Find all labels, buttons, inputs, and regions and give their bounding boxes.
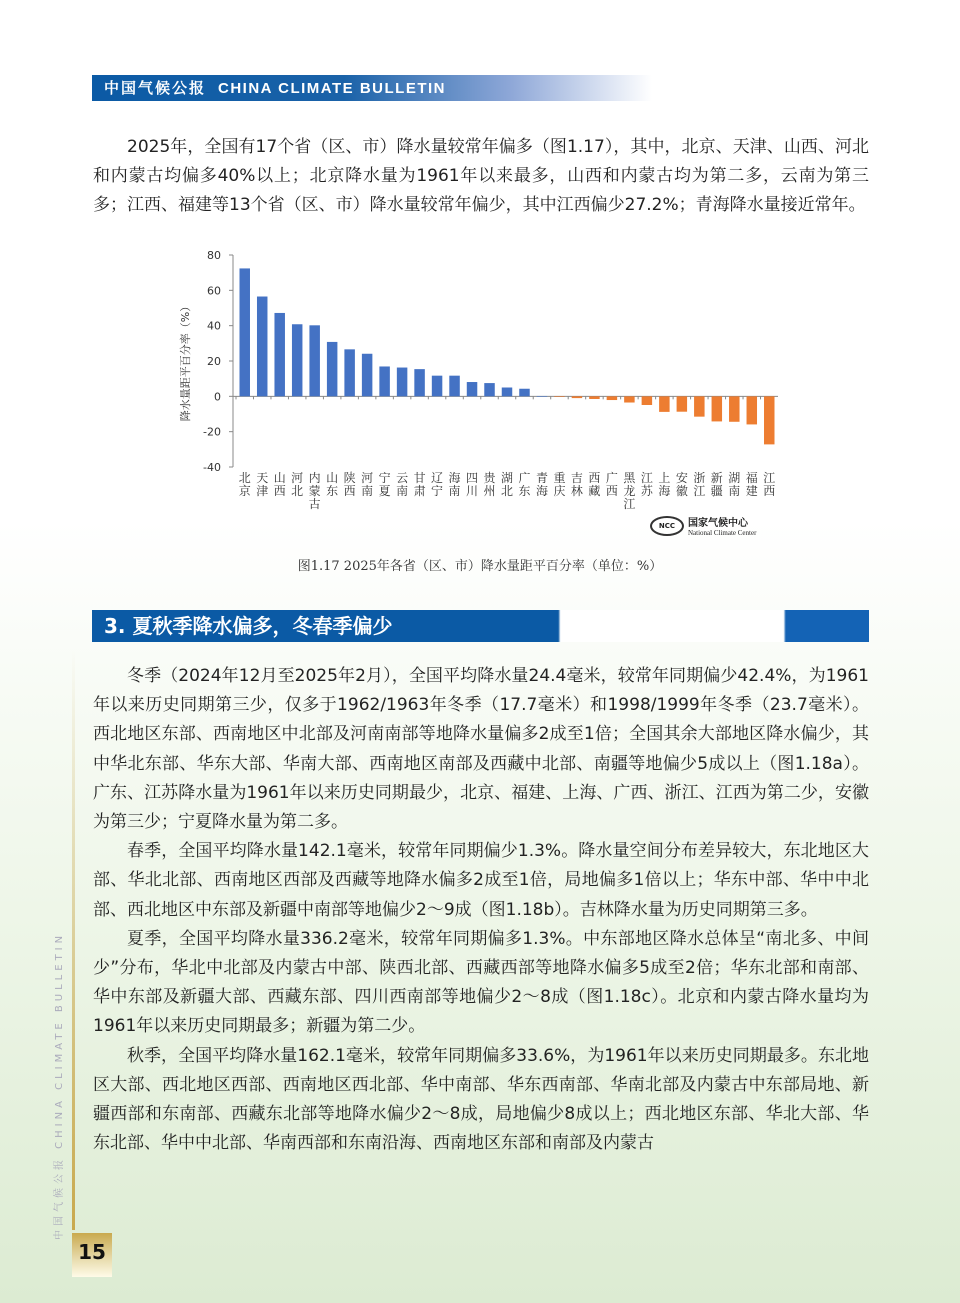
ncc-logo xyxy=(650,514,756,537)
bar-广东 xyxy=(519,389,529,397)
x-tick-label: 云南 xyxy=(396,471,409,498)
x-tick-label: 重庆 xyxy=(553,471,566,498)
x-tick-label: 西藏 xyxy=(588,471,601,498)
bar-湖北 xyxy=(502,388,512,397)
x-tick-label: 青海 xyxy=(535,471,548,498)
side-running-title: 中国气候公报 CHINA CLIMATE BULLETIN xyxy=(54,931,65,1240)
y-axis-label: 降水量距平百分率（%） xyxy=(179,300,192,422)
y-tick-label: 40 xyxy=(207,319,221,333)
figure-caption: 图1.17 2025年各省（区、市）降水量距平百分率（单位：%） xyxy=(297,559,663,574)
x-tick-label: 浙江 xyxy=(693,471,706,498)
x-tick-label: 福建 xyxy=(745,471,758,498)
y-tick-label: 80 xyxy=(207,249,221,262)
bar-西藏 xyxy=(589,396,599,399)
bar-江西 xyxy=(764,396,774,444)
x-tick-label: 广西 xyxy=(605,471,618,498)
y-tick-label: 0 xyxy=(214,390,221,404)
y-tick-label: -20 xyxy=(203,425,221,439)
header-cn: 中国气候公报 xyxy=(104,79,207,97)
y-tick-label: 20 xyxy=(207,355,221,368)
y-tick-label: 60 xyxy=(207,284,221,298)
bar-内蒙古 xyxy=(309,325,319,396)
bar-天津 xyxy=(257,297,267,397)
side-rule xyxy=(72,650,75,1230)
x-tick-label: 湖南 xyxy=(728,471,741,498)
x-tick-label: 四川 xyxy=(466,471,479,498)
bar-甘肃 xyxy=(414,369,424,396)
bar-河南 xyxy=(362,354,372,397)
x-tick-label: 天津 xyxy=(256,471,269,498)
bar-江苏 xyxy=(642,396,652,405)
x-tick-label: 辽宁 xyxy=(431,471,444,498)
x-tick-label: 河北 xyxy=(291,471,304,498)
bar-吉林 xyxy=(572,396,582,398)
x-tick-label: 湖北 xyxy=(500,471,514,498)
page-number: 15 xyxy=(72,1233,112,1277)
body-text xyxy=(93,662,869,1158)
bar-福建 xyxy=(747,396,757,424)
bar-浙江 xyxy=(694,396,704,416)
paragraph-autumn: 秋季，全国平均降水量162.1毫米，较常年同期偏多33.6%，为1961年以来历史同期最多。东北地区大部、西北地区西部、西南地区西北部、华中南部、华东西南部、华南北部及内蒙古中东部局地、新疆西部和东南部、西藏东北部等地降水偏少2～8成，局地偏少8成以上；西北地区东部、华北大部、华东北部、华中中北部、华南西部和东南沿海、西南地区东部和南部及内蒙古 xyxy=(93,1045,869,1154)
y-tick-label: -40 xyxy=(203,461,221,474)
x-tick-label: 吉林 xyxy=(570,471,583,498)
x-tick-label: 黑龙江 xyxy=(623,471,636,511)
bar-河北 xyxy=(292,324,302,396)
x-tick-label: 上海 xyxy=(658,471,671,498)
x-tick-label: 贵州 xyxy=(483,471,496,498)
x-tick-label: 安徽 xyxy=(675,471,688,498)
bar-山东 xyxy=(327,342,337,396)
bar-宁夏 xyxy=(379,366,389,396)
paragraph: 2025年，全国有17个省（区、市）降水量较常年偏多（图1.17），其中，北京、天津、山西、河北和内蒙古均偏多40%以上；北京降水量为1961年以来最多，山西和内蒙古均为第二多，云南为第三多；江西、福建等13个省（区、市）降水量较常年偏少，其中江西偏少27.2%；青海降水量接近常年。 xyxy=(93,137,869,216)
ncc-logo-mark: NCC xyxy=(650,516,684,536)
bulletin-header xyxy=(92,75,652,101)
header-en: CHINA CLIMATE BULLETIN xyxy=(218,80,446,97)
precipitation-anomaly-chart xyxy=(170,245,790,520)
logo-en: National Climate Center xyxy=(688,529,757,537)
logo-cn: 国家气候中心 xyxy=(688,518,748,529)
paragraph-winter: 冬季（2024年12月至2025年2月），全国平均降水量24.4毫米，较常年同期偏少42.4%，为1961年以来历史同期第三少，仅多于1962/1963年冬季（17.7毫米）和1998/1999年冬季（23.7毫米）。西北地区东部、西南地区中北部及河南南部等地降水量偏多2成至1倍；全国其余大部地区降水偏少，其中华北东部、华东大部、华南大部、西南地区南部及西藏中北部、南疆等地偏少5成以上（图1.18a）。广东、江苏降水量为1961年以来历史同期最少，北京、福建、上海、广西、浙江、江西为第二少，安徽为第三少；宁夏降水量为第二多。 xyxy=(93,666,869,833)
bar-四川 xyxy=(467,382,477,396)
x-tick-label: 宁夏 xyxy=(378,471,391,498)
x-tick-label: 甘肃 xyxy=(413,471,426,498)
bar-贵州 xyxy=(484,383,494,396)
section-heading xyxy=(92,610,869,642)
bar-上海 xyxy=(659,396,669,412)
bar-新疆 xyxy=(712,396,722,421)
bar-广西 xyxy=(607,396,617,400)
bar-青海 xyxy=(537,396,547,397)
intro-paragraph xyxy=(93,133,869,221)
x-tick-label: 河南 xyxy=(361,471,374,498)
bar-云南 xyxy=(397,368,407,397)
x-tick-label: 江西 xyxy=(763,471,776,498)
x-tick-label: 北京 xyxy=(238,471,251,498)
bar-海南 xyxy=(449,376,459,397)
bar-辽宁 xyxy=(432,376,442,397)
paragraph-spring: 春季，全国平均降水量142.1毫米，较常年同期偏少1.3%。降水量空间分布差异较大，东北地区大部、华北北部、西南地区西部及西藏等地降水偏多2成至1倍，局地偏多1倍以上；华东中部、华中中北部、西北地区中东部及新疆中南部等地偏少2～9成（图1.18b）。吉林降水量为历史同期第三多。 xyxy=(93,841,869,920)
x-tick-label: 新疆 xyxy=(710,471,723,498)
bar-安徽 xyxy=(677,396,687,411)
x-tick-label: 内蒙古 xyxy=(308,471,321,511)
bar-山西 xyxy=(274,313,284,396)
x-tick-label: 海南 xyxy=(448,471,461,498)
section-title: 3. 夏秋季降水偏多，冬春季偏少 xyxy=(104,614,393,638)
bar-重庆 xyxy=(554,396,564,397)
x-tick-label: 山西 xyxy=(273,471,286,498)
bar-陕西 xyxy=(344,349,354,396)
bar-黑龙江 xyxy=(624,396,634,402)
x-tick-label: 山东 xyxy=(326,471,339,498)
bar-北京 xyxy=(239,268,249,396)
x-tick-label: 广东 xyxy=(518,471,531,498)
paragraph-summer: 夏季，全国平均降水量336.2毫米，较常年同期偏多1.3%。中东部地区降水总体呈“南北多、中间少”分布，华北中北部及内蒙古中部、陕西北部、西藏西部等地降水偏多5成至2倍；华东北部和南部、华中东部及新疆大部、西藏东部、四川西南部等地偏少2～8成（图1.18c）。北京和内蒙古降水量均为1961年以来历史同期最多；新疆为第二少。 xyxy=(93,928,869,1037)
x-tick-label: 陕西 xyxy=(343,471,356,498)
x-tick-label: 江苏 xyxy=(640,471,653,498)
bar-湖南 xyxy=(729,396,739,421)
